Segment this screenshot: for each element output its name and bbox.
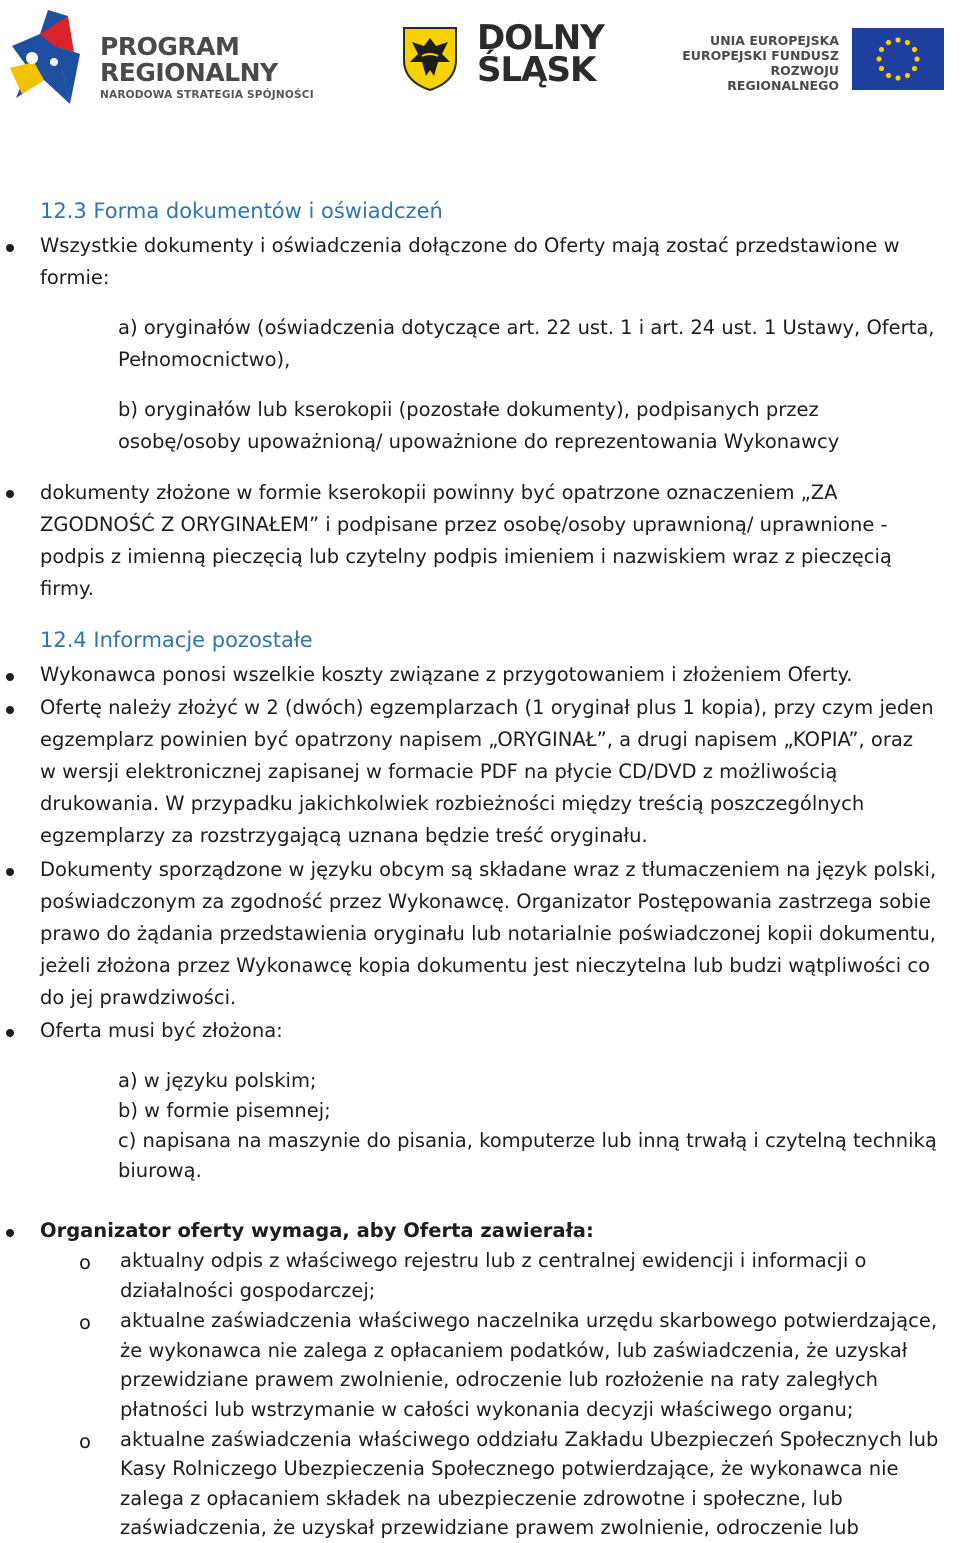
list-item-line: c) napisana na maszynie do pisania, komputerze lub inną trwałą i czytelną techniką — [118, 1129, 937, 1152]
program-wordmark-line1: PROGRAM — [100, 32, 240, 61]
list-item-line: a) w języku polskim; — [118, 1069, 317, 1092]
eu-wordmark-line1: UNIA EUROPEJSKA — [710, 33, 839, 48]
paragraph-line: poświadczonym za zgodność przez Wykonawcę. Organizator Postępowania zastrzega sobie — [40, 890, 931, 913]
bullet-icon — [6, 673, 14, 681]
paragraph-line: ZGODNOŚĆ Z ORYGINAŁEM” i podpisane przez osobę/osoby uprawnioną/ uprawnione - — [40, 513, 888, 536]
paragraph-line: jeżeli złożona przez Wykonawcę kopia dokumentu jest nieczytelna lub budzi wątpliwości co — [40, 954, 931, 977]
list-item-line: b) oryginałów lub kserokopii (pozostałe dokumenty), podpisanych przez — [118, 398, 819, 421]
program-wordmark-line2: REGIONALNY — [100, 58, 278, 87]
list-item-line: b) w formie pisemnej; — [118, 1099, 331, 1122]
paragraph-line: prawo do żądania przedstawienia oryginału lub notarialnie poświadczonej kopii dokumentu, — [40, 922, 936, 945]
sub-list-line: zaświadczenia, że uzyskał przewidziane prawem zwolnienie, odroczenie lub — [120, 1516, 859, 1539]
paragraph-line: egzemplarz powinien być opatrzony napisem „ORYGINAŁ”, a drugi napisem „KOPIA”, oraz — [40, 728, 914, 751]
bullet-icon — [6, 706, 14, 714]
paragraph-line: Oferta musi być złożona: — [40, 1019, 283, 1042]
bullet-icon — [6, 868, 14, 876]
paragraph-line: Ofertę należy złożyć w 2 (dwóch) egzemplarzach (1 oryginał plus 1 kopia), przy czym jeden — [40, 696, 934, 719]
sub-list-line: działalności gospodarczej; — [120, 1279, 376, 1302]
paragraph-line: dokumenty złożone w formie kserokopii powinny być opatrzone oznaczeniem „ZA — [40, 481, 838, 504]
list-item-line: Pełnomocnictwo), — [118, 348, 291, 371]
sub-bullet-marker: o — [79, 1430, 91, 1453]
sub-bullet-marker: o — [79, 1251, 91, 1274]
paragraph-bold-line: Organizator oferty wymaga, aby Oferta zawierała: — [40, 1219, 594, 1242]
paragraph-line: formie: — [40, 266, 110, 289]
eu-wordmark-line2: EUROPEJSKI FUNDUSZ — [682, 48, 839, 63]
list-item-line: a) oryginałów (oświadczenia dotyczące art. 22 ust. 1 i art. 24 ust. 1 Ustawy, Oferta, — [118, 316, 935, 339]
list-item-line: biurową. — [118, 1159, 202, 1182]
paragraph-line: firmy. — [40, 577, 94, 600]
section-heading-12-4: 12.4 Informacje pozostałe — [40, 628, 313, 652]
paragraph-line: podpis z imienną pieczęcią lub czytelny podpis imieniem i nazwiskiem wraz z pieczęcią — [40, 545, 892, 568]
section-heading-12-3: 12.3 Forma dokumentów i oświadczeń — [40, 199, 443, 223]
paragraph-line: Wszystkie dokumenty i oświadczenia dołączone do Oferty mają zostać przedstawione w — [40, 234, 900, 257]
sub-list-line: że wykonawca nie zalega z opłacaniem podatków, lub zaświadczenia, że uzyskał — [120, 1339, 908, 1362]
region-wordmark-line2: ŚLĄSK — [477, 50, 596, 90]
paragraph-line: drukowania. W przypadku jakichkolwiek rozbieżności między treścią poszczególnych — [40, 792, 865, 815]
sub-list-line: zalega z opłacaniem składek na ubezpieczenie zdrowotne i społeczne, lub — [120, 1487, 843, 1510]
list-item-line: osobę/osoby upoważnioną/ upoważnione do reprezentowania Wykonawcy — [118, 430, 840, 453]
sub-list-line: płatności lub wstrzymanie w całości wykonania decyzji właściwego organu; — [120, 1398, 854, 1421]
paragraph-line: Dokumenty sporządzone w języku obcym są składane wraz z tłumaczeniem na język polski, — [40, 858, 937, 881]
paragraph-line: egzemplarzy za rozstrzygającą uznana będzie treść oryginału. — [40, 824, 648, 847]
bullet-icon — [6, 1229, 14, 1237]
eu-wordmark-line3: ROZWOJU REGIONALNEGO — [727, 63, 839, 93]
sub-list-line: przewidziane prawem zwolnienie, odroczenie lub rozłożenie na raty zaległych — [120, 1368, 879, 1391]
sub-list-line: aktualny odpis z właściwego rejestru lub z centralnej ewidencji i informacji o — [120, 1249, 867, 1272]
sub-bullet-marker: o — [79, 1311, 91, 1334]
region-wordmark-line1: DOLNY — [477, 18, 604, 58]
bullet-icon — [6, 1029, 14, 1037]
paragraph-line: do jej prawdziwości. — [40, 986, 237, 1009]
paragraph-line: Wykonawca ponosi wszelkie koszty związane z przygotowaniem i złożeniem Oferty. — [40, 663, 853, 686]
program-wordmark-line3: NARODOWA STRATEGIA SPÓJNOŚCI — [100, 89, 314, 101]
bullet-icon — [6, 490, 14, 498]
sub-list-line: aktualne zaświadczenia właściwego oddziału Zakładu Ubezpieczeń Społecznych lub — [120, 1428, 939, 1451]
sub-list-line: Kasy Rolniczego Ubezpieczenia Społecznego potwierdzające, że wykonawca nie — [120, 1457, 899, 1480]
sub-list-line: aktualne zaświadczenia właściwego naczelnika urzędu skarbowego potwierdzające, — [120, 1309, 938, 1332]
paragraph-line: w wersji elektronicznej zapisanej w formacie PDF na płycie CD/DVD z możliwością — [40, 760, 838, 783]
bullet-icon — [6, 244, 14, 252]
